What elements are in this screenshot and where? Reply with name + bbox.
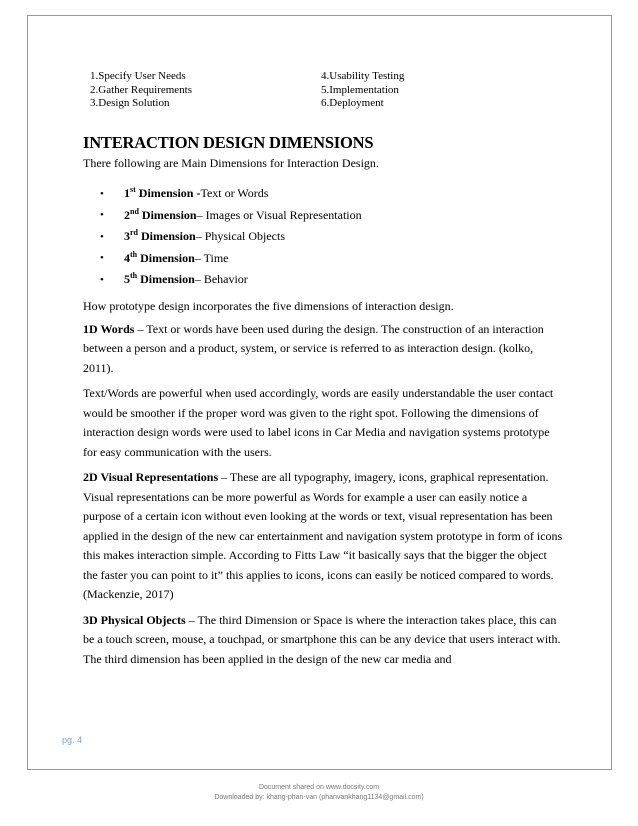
download-credits <box>0 783 638 803</box>
design-steps-list <box>90 70 510 111</box>
step-item: 1.Specify User Needs <box>90 70 186 82</box>
step-item: 2.Gather Requirements <box>90 83 193 96</box>
paragraph-3d: 3D Physical Objects – The third Dimension or Space is where the interaction takes place, this can be a touch screen, mouse, a touchpad, or smartphone this can be any device that users interact with. The third dimension has been applied in the design of the new car media and <box>83 612 561 666</box>
paragraph-text-words: Text/Words are powerful when used accordingly, words are easily understandable the user contact would be smoother if the proper word was given to the right spot. Following the dimensions of interaction design words were used to label icons in Car Media and navigation systems prototype for easy communication with the users. <box>83 386 554 459</box>
body-text <box>83 297 563 675</box>
dimension-desc: – Images or Visual Representation <box>196 207 362 222</box>
bullet-icon: • <box>100 273 104 286</box>
dimension-title: 5th Dimension <box>124 271 195 287</box>
section-intro: There following are Main Dimensions for Interaction Design. <box>83 156 379 170</box>
dimension-item <box>83 226 362 248</box>
page-number: pg. 4 <box>62 735 83 745</box>
paragraph-how: How prototype design incorporates the five dimensions of interaction design. <box>83 299 454 313</box>
bullet-icon: • <box>100 209 104 222</box>
steps-row <box>90 70 510 84</box>
dimension-item <box>83 269 362 291</box>
dimension-title: 1st Dimension - <box>124 185 201 201</box>
paragraph-label: 3D Physical Objects <box>83 612 186 627</box>
paragraph-label: 2D Visual Representations <box>83 470 219 484</box>
step-item: 4.Usability Testing <box>321 70 405 82</box>
bullet-icon: • <box>100 230 104 243</box>
dimensions-list <box>83 183 362 291</box>
steps-row <box>90 84 510 98</box>
step-item: 6.Deployment <box>321 97 384 109</box>
dimension-item <box>83 205 362 227</box>
section-heading: INTERACTION DESIGN DIMENSIONS <box>83 133 374 152</box>
dimension-item <box>83 248 362 270</box>
dimension-title: 4th Dimension <box>124 249 195 265</box>
paragraph-2d: 2D Visual Representations – These are all typography, imagery, icons, graphical representation. Visual representations can be more powerful as Words for example a user can easily notice a purpose of a certain icon without even looking at the words or text, visual representation has been applied in the design of the new car entertainment and navigation system prototype in form of icons this makes interaction simple. According to Fitts Law “it basically says that the bigger the object the faster you can point to it” this applies to icons, icons can easily be noticed compared to words.(Mackenzie, 2017) <box>83 470 563 601</box>
shared-line: Document shared on www.docsity.com <box>258 784 380 791</box>
downloaded-line: Downloaded by: khang-phan-van (phanvankhang1134@gmail.com) <box>214 794 424 801</box>
dimension-desc: – Physical Objects <box>195 229 286 244</box>
dimension-item <box>83 183 362 205</box>
bullet-icon: • <box>100 252 104 265</box>
bullet-icon: • <box>100 187 104 200</box>
paragraph-label: 1D Words <box>83 321 135 336</box>
paragraph-1d: 1D Words – Text or words have been used during the design. The construction of an interaction between a person and a product, system, or service is referred to as interaction design. (kolko, 2011). <box>83 321 544 375</box>
step-item: 5.Implementation <box>321 83 399 96</box>
step-item: 3.Design Solution <box>90 97 170 109</box>
dimension-desc: – Behavior <box>194 272 248 287</box>
dimension-desc: – Time <box>194 250 229 265</box>
dimension-title: 2nd Dimension <box>124 206 197 222</box>
dimension-desc: Text or Words <box>200 186 269 201</box>
dimension-title: 3rd Dimension <box>124 228 196 244</box>
steps-row <box>90 97 510 111</box>
